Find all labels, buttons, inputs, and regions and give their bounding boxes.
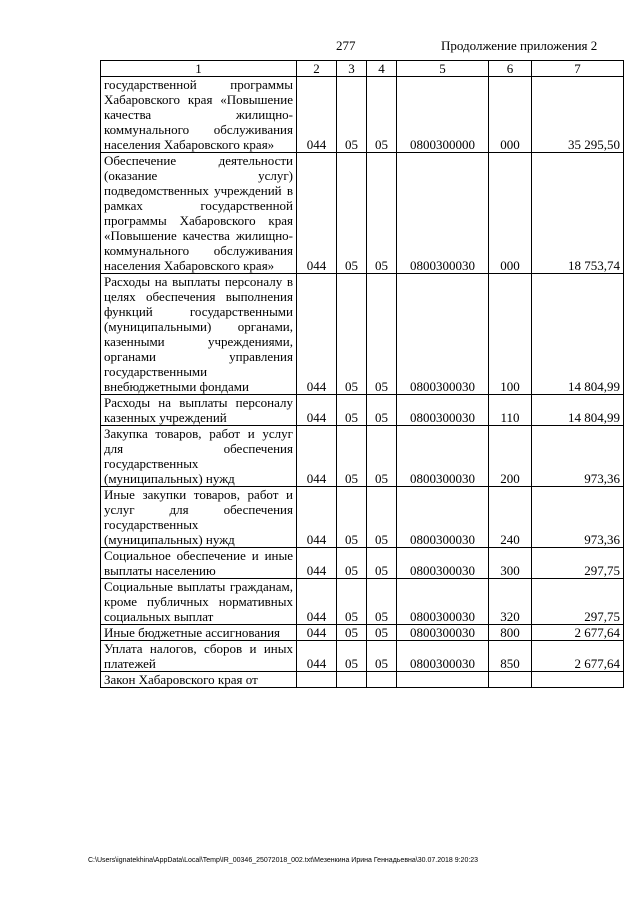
subsection-code-cell: 05 xyxy=(367,625,397,641)
table-row xyxy=(101,274,624,395)
column-header: 2 xyxy=(297,61,337,77)
expense-type-cell: 300 xyxy=(489,548,532,579)
expense-type-cell: 200 xyxy=(489,426,532,487)
expense-type-cell: 110 xyxy=(489,395,532,426)
column-header: 5 xyxy=(397,61,489,77)
amount-cell: 297,75 xyxy=(532,579,624,625)
ministry-code-cell: 044 xyxy=(297,548,337,579)
ministry-code-cell xyxy=(297,672,337,688)
subsection-code-cell xyxy=(367,672,397,688)
expense-type-cell: 000 xyxy=(489,77,532,153)
table-row xyxy=(101,672,624,688)
target-article-cell xyxy=(397,672,489,688)
row-name-cell: Социальное обеспечение и иные выплаты населению xyxy=(101,548,297,579)
row-name-cell: Расходы на выплаты персоналу казенных учреждений xyxy=(101,395,297,426)
target-article-cell: 0800300030 xyxy=(397,548,489,579)
row-name-cell: Иные закупки товаров, работ и услуг для обеспечения государственных (муниципальных) нужд xyxy=(101,487,297,548)
section-code-cell: 05 xyxy=(337,426,367,487)
table-row xyxy=(101,579,624,625)
ministry-code-cell: 044 xyxy=(297,153,337,274)
column-header: 1 xyxy=(101,61,297,77)
target-article-cell: 0800300030 xyxy=(397,641,489,672)
table-row xyxy=(101,395,624,426)
ministry-code-cell: 044 xyxy=(297,487,337,548)
subsection-code-cell: 05 xyxy=(367,548,397,579)
amount-cell xyxy=(532,672,624,688)
row-name-cell: Уплата налогов, сборов и иных платежей xyxy=(101,641,297,672)
row-name-cell: Расходы на выплаты персоналу в целях обеспечения выполнения функций государственными (муниципальными) органами, казенными учреждениями, органами управления государственными внебюджетными фондами xyxy=(101,274,297,395)
expense-type-cell: 100 xyxy=(489,274,532,395)
expense-type-cell: 800 xyxy=(489,625,532,641)
table-row xyxy=(101,487,624,548)
section-code-cell xyxy=(337,672,367,688)
target-article-cell: 0800300030 xyxy=(397,625,489,641)
section-code-cell: 05 xyxy=(337,274,367,395)
section-code-cell: 05 xyxy=(337,641,367,672)
row-name-cell: государственной программы Хабаровского края «Повышение качества жилищно-коммунального обслуживания населения Хабаровского края» xyxy=(101,77,297,153)
ministry-code-cell: 044 xyxy=(297,77,337,153)
row-name-cell: Иные бюджетные ассигнования xyxy=(101,625,297,641)
row-name-cell: Обеспечение деятельности (оказание услуг) подведомственных учреждений в рамках государственной программы Хабаровского края «Повышение качества жилищно-коммунального обслуживания населения Хабаровского края» xyxy=(101,153,297,274)
table-row xyxy=(101,548,624,579)
continuation-label: Продолжение приложения 2 xyxy=(441,38,598,53)
amount-cell: 35 295,50 xyxy=(532,77,624,153)
target-article-cell: 0800300030 xyxy=(397,487,489,548)
row-name-cell: Закупка товаров, работ и услуг для обеспечения государственных (муниципальных) нужд xyxy=(101,426,297,487)
section-code-cell: 05 xyxy=(337,548,367,579)
target-article-cell: 0800300030 xyxy=(397,579,489,625)
section-code-cell: 05 xyxy=(337,395,367,426)
subsection-code-cell: 05 xyxy=(367,274,397,395)
amount-cell: 14 804,99 xyxy=(532,395,624,426)
ministry-code-cell: 044 xyxy=(297,625,337,641)
row-name-cell: Социальные выплаты гражданам, кроме публичных нормативных социальных выплат xyxy=(101,579,297,625)
column-header: 7 xyxy=(532,61,624,77)
expense-type-cell: 320 xyxy=(489,579,532,625)
row-name-cell: Закон Хабаровского края от xyxy=(101,672,297,688)
table-row xyxy=(101,625,624,641)
subsection-code-cell: 05 xyxy=(367,77,397,153)
ministry-code-cell: 044 xyxy=(297,641,337,672)
subsection-code-cell: 05 xyxy=(367,426,397,487)
table-row xyxy=(101,641,624,672)
subsection-code-cell: 05 xyxy=(367,153,397,274)
amount-cell: 973,36 xyxy=(532,426,624,487)
target-article-cell: 0800300030 xyxy=(397,426,489,487)
amount-cell: 18 753,74 xyxy=(532,153,624,274)
target-article-cell: 0800300030 xyxy=(397,395,489,426)
section-code-cell: 05 xyxy=(337,579,367,625)
section-code-cell: 05 xyxy=(337,77,367,153)
table-row xyxy=(101,77,624,153)
subsection-code-cell: 05 xyxy=(367,487,397,548)
amount-cell: 973,36 xyxy=(532,487,624,548)
target-article-cell: 0800300030 xyxy=(397,274,489,395)
section-code-cell: 05 xyxy=(337,625,367,641)
subsection-code-cell: 05 xyxy=(367,641,397,672)
amount-cell: 297,75 xyxy=(532,548,624,579)
amount-cell: 2 677,64 xyxy=(532,641,624,672)
ministry-code-cell: 044 xyxy=(297,395,337,426)
subsection-code-cell: 05 xyxy=(367,395,397,426)
table-row xyxy=(101,153,624,274)
amount-cell: 14 804,99 xyxy=(532,274,624,395)
budget-table xyxy=(100,60,624,688)
expense-type-cell: 850 xyxy=(489,641,532,672)
section-code-cell: 05 xyxy=(337,487,367,548)
column-header: 3 xyxy=(337,61,367,77)
target-article-cell: 0800300000 xyxy=(397,77,489,153)
amount-cell: 2 677,64 xyxy=(532,625,624,641)
ministry-code-cell: 044 xyxy=(297,274,337,395)
expense-type-cell xyxy=(489,672,532,688)
page-number: 277 xyxy=(336,38,356,53)
target-article-cell: 0800300030 xyxy=(397,153,489,274)
column-header: 6 xyxy=(489,61,532,77)
column-number-row xyxy=(101,61,624,77)
expense-type-cell: 000 xyxy=(489,153,532,274)
section-code-cell: 05 xyxy=(337,153,367,274)
footer-file-path: C:\Users\ignatekhina\AppData\Local\Temp\IR_00346_25072018_002.txt\Мезенкина Ирина Геннадьевна\30.07.2018 9:20:23 xyxy=(88,857,479,864)
column-header: 4 xyxy=(367,61,397,77)
expense-type-cell: 240 xyxy=(489,487,532,548)
subsection-code-cell: 05 xyxy=(367,579,397,625)
table-row xyxy=(101,426,624,487)
ministry-code-cell: 044 xyxy=(297,579,337,625)
ministry-code-cell: 044 xyxy=(297,426,337,487)
